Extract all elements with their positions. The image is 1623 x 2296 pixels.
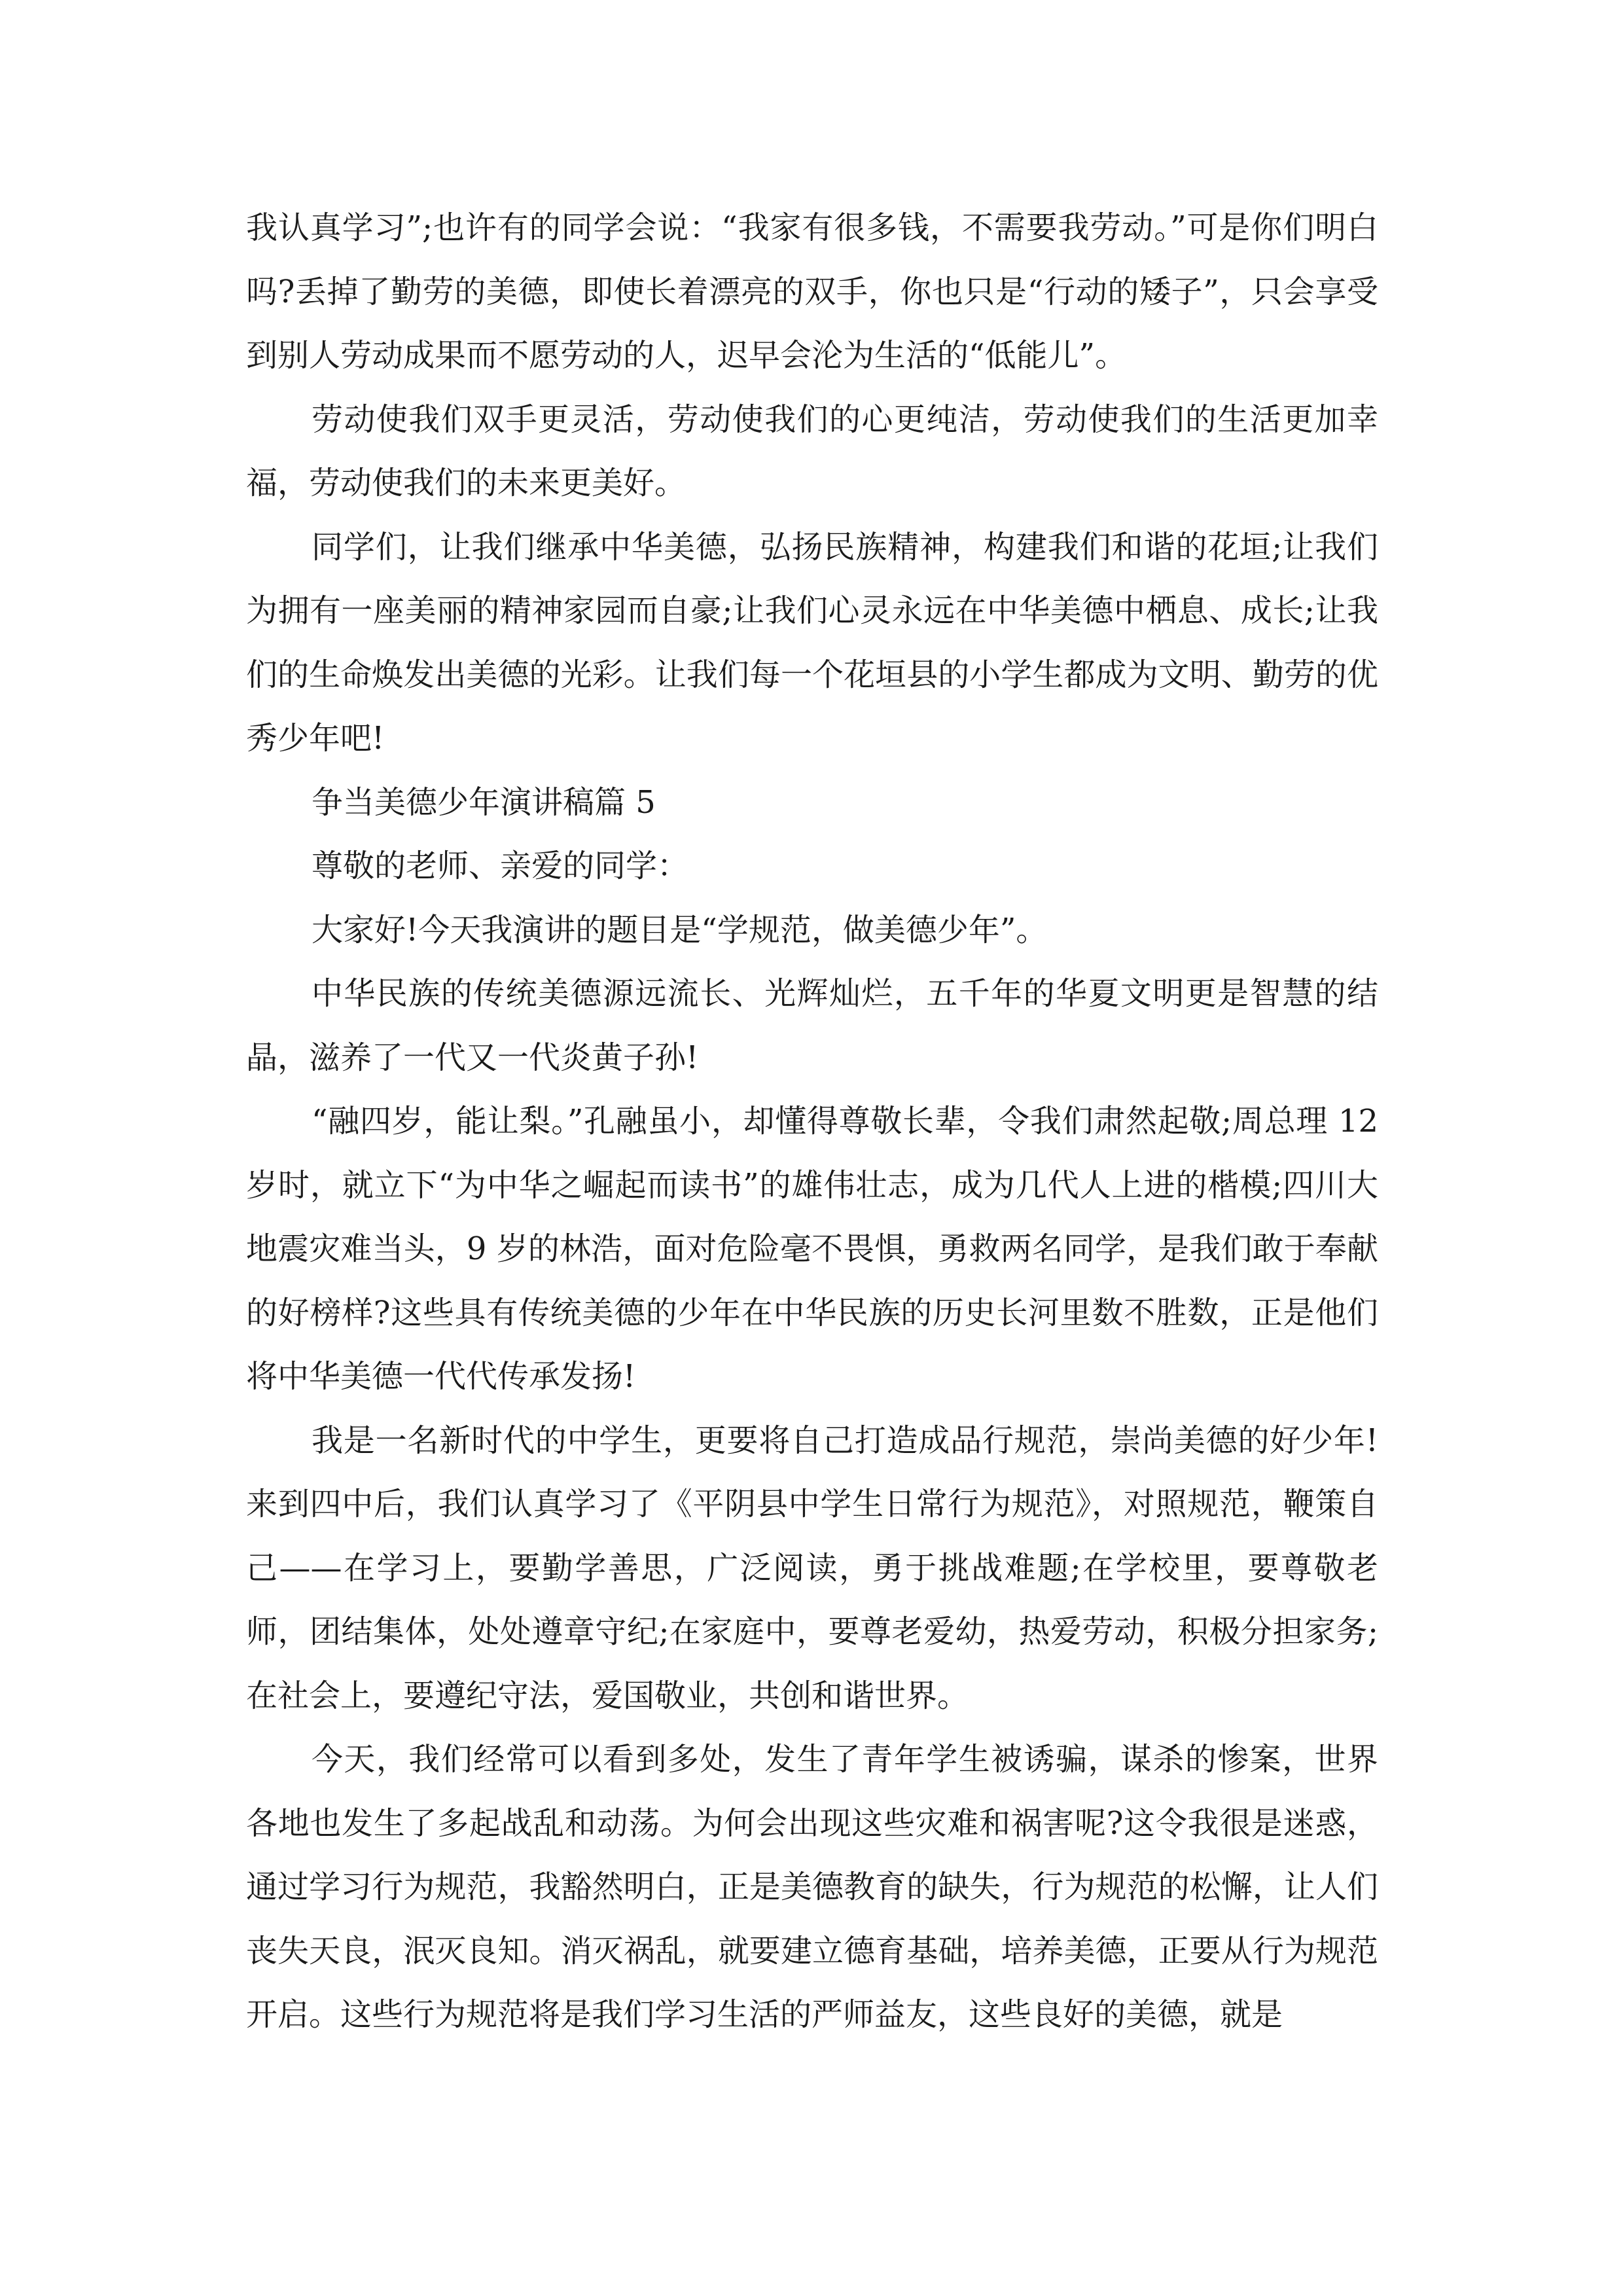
paragraph-8: “融四岁，能让梨。”孔融虽小，却懂得尊敬长辈，令我们肃然起敬;周总理 12 岁时，就立下“为中华之崛起而读书”的雄伟壮志，成为几代人上进的楷模;四川大地震灾难当头，9 岁的林浩，面对危险毫不畏惧，勇救两名同学，是我们敢于奉献的好榜样?这些具有传统美德的少年在中华民族的历史长河里数不胜数，正是他们将中华美德一代代传承发扬! [246,1103,1378,1395]
greeting-paragraph: 大家好!今天我演讲的题目是“学规范，做美德少年”。 [312,911,1048,948]
paragraph-3: 同学们，让我们继承中华美德，弘扬民族精神，构建我们和谐的花垣;让我们为拥有一座美丽的精神家园而自豪;让我们心灵永远在中华美德中栖息、成长;让我们的生命焕发出美德的光彩。让我们每一个花垣县的小学生都成为文明、勤劳的优秀少年吧! [246,528,1378,757]
paragraph-1: 我认真学习”;也许有的同学会说：“我家有很多钱，不需要我劳动。”可是你们明白吗?丢掉了勤劳的美德，即使长着漂亮的双手，你也只是“行动的矮子”，只会享受到别人劳动成果而不愿劳动的人，迟早会沦为生活的“低能儿”。 [246,209,1378,374]
document-body [246,196,1378,2047]
section-heading: 争当美德少年演讲稿篇 5 [312,783,656,821]
paragraph-9: 我是一名新时代的中学生，更要将自己打造成品行规范，崇尚美德的好少年!来到四中后，我们认真学习了《平阴县中学生日常行为规范》，对照规范，鞭策自己——在学习上，要勤学善思，广泛阅读，勇于挑战难题;在学校里，要尊敬老师，团结集体，处处遵章守纪;在家庭中，要尊老爱幼，热爱劳动，积极分担家务;在社会上，要遵纪守法，爱国敬业，共创和谐世界。 [246,1422,1378,1714]
salutation: 尊敬的老师、亲爱的同学： [312,848,689,884]
paragraph-2: 劳动使我们双手更灵活，劳动使我们的心更纯洁，劳动使我们的生活更加幸福，劳动使我们的未来更美好。 [246,401,1378,501]
paragraph-7: 中华民族的传统美德源远流长、光辉灿烂，五千年的华夏文明更是智慧的结晶，滋养了一代又一代炎黄子孙! [246,975,1378,1076]
paragraph-10: 今天，我们经常可以看到多处，发生了青年学生被诱骗，谋杀的惨案，世界各地也发生了多起战乱和动荡。为何会出现这些灾难和祸害呢?这令我很是迷惑，通过学习行为规范，我豁然明白，正是美德教育的缺失，行为规范的松懈，让人们丧失天良，泯灭良知。消灭祸乱，就要建立德育基础，培养美德，正要从行为规范开启。这些行为规范将是我们学习生活的严师益友，这些良好的美德，就是 [246,1741,1378,2033]
